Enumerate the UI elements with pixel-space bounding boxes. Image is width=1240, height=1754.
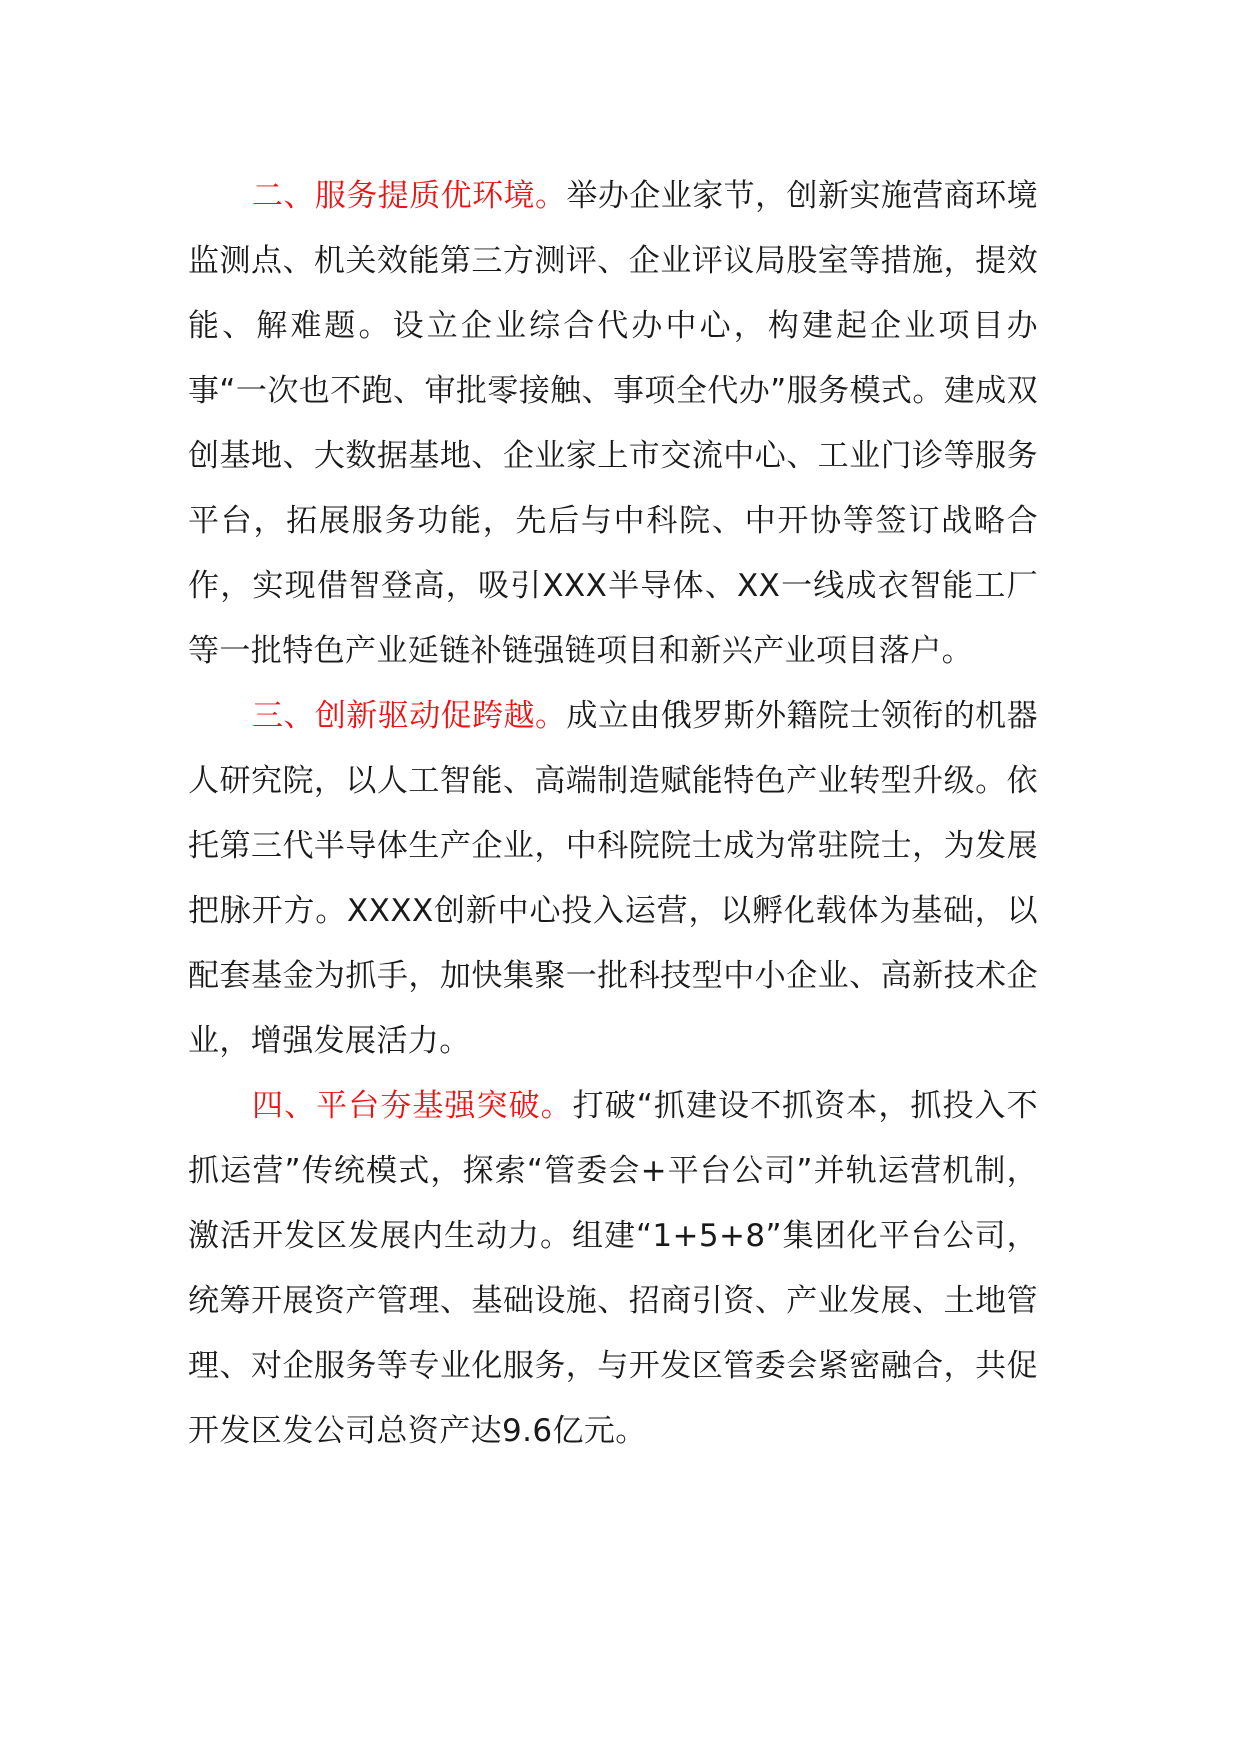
section-body-3: 成立由俄罗斯外籍院士领衔的机器人研究院，以人工智能、高端制造赋能特色产业转型升级。依托第三代半导体生产企业，中科院院士成为常驻院士，为发展把脉开方。XXXX创新中心投入运营，以孵化载体为基础，以配套基金为抓手，加快集聚一批科技型中小企业、高新技术企业，增强发展活力。 xyxy=(188,698,1039,1059)
document-body xyxy=(188,164,1038,1464)
section-heading-4: 四、平台夯基强突破。 xyxy=(252,1088,573,1124)
section-body-2: 举办企业家节，创新实施营商环境监测点、机关效能第三方测评、企业评议局股室等措施，提效能、解难题。设立企业综合代办中心，构建起企业项目办事“一次也不跑、审批零接触、事项全代办”服务模式。建成双创基地、大数据基地、企业家上市交流中心、工业门诊等服务平台，拓展服务功能，先后与中科院、中开协等签订战略合作，实现借智登高，吸引XXX半导体、XX一线成衣智能工厂等一批特色产业延链补链强链项目和新兴产业项目落户。 xyxy=(188,178,1039,669)
paragraph-section-4 xyxy=(188,1074,1038,1464)
section-body-4: 打破“抓建设不抓资本，抓投入不抓运营”传统模式，探索“管委会+平台公司”并轨运营机制，激活开发区发展内生动力。组建“1+5+8”集团化平台公司，统筹开展资产管理、基础设施、招商引资、产业发展、土地管理、对企服务等专业化服务，与开发区管委会紧密融合，共促开发区发公司总资产达9.6亿元。 xyxy=(188,1088,1038,1449)
section-heading-3: 三、创新驱动促跨越。 xyxy=(252,698,567,734)
paragraph-section-3 xyxy=(188,684,1038,1074)
section-heading-2: 二、服务提质优环境。 xyxy=(252,178,567,214)
paragraph-section-2 xyxy=(188,164,1038,684)
